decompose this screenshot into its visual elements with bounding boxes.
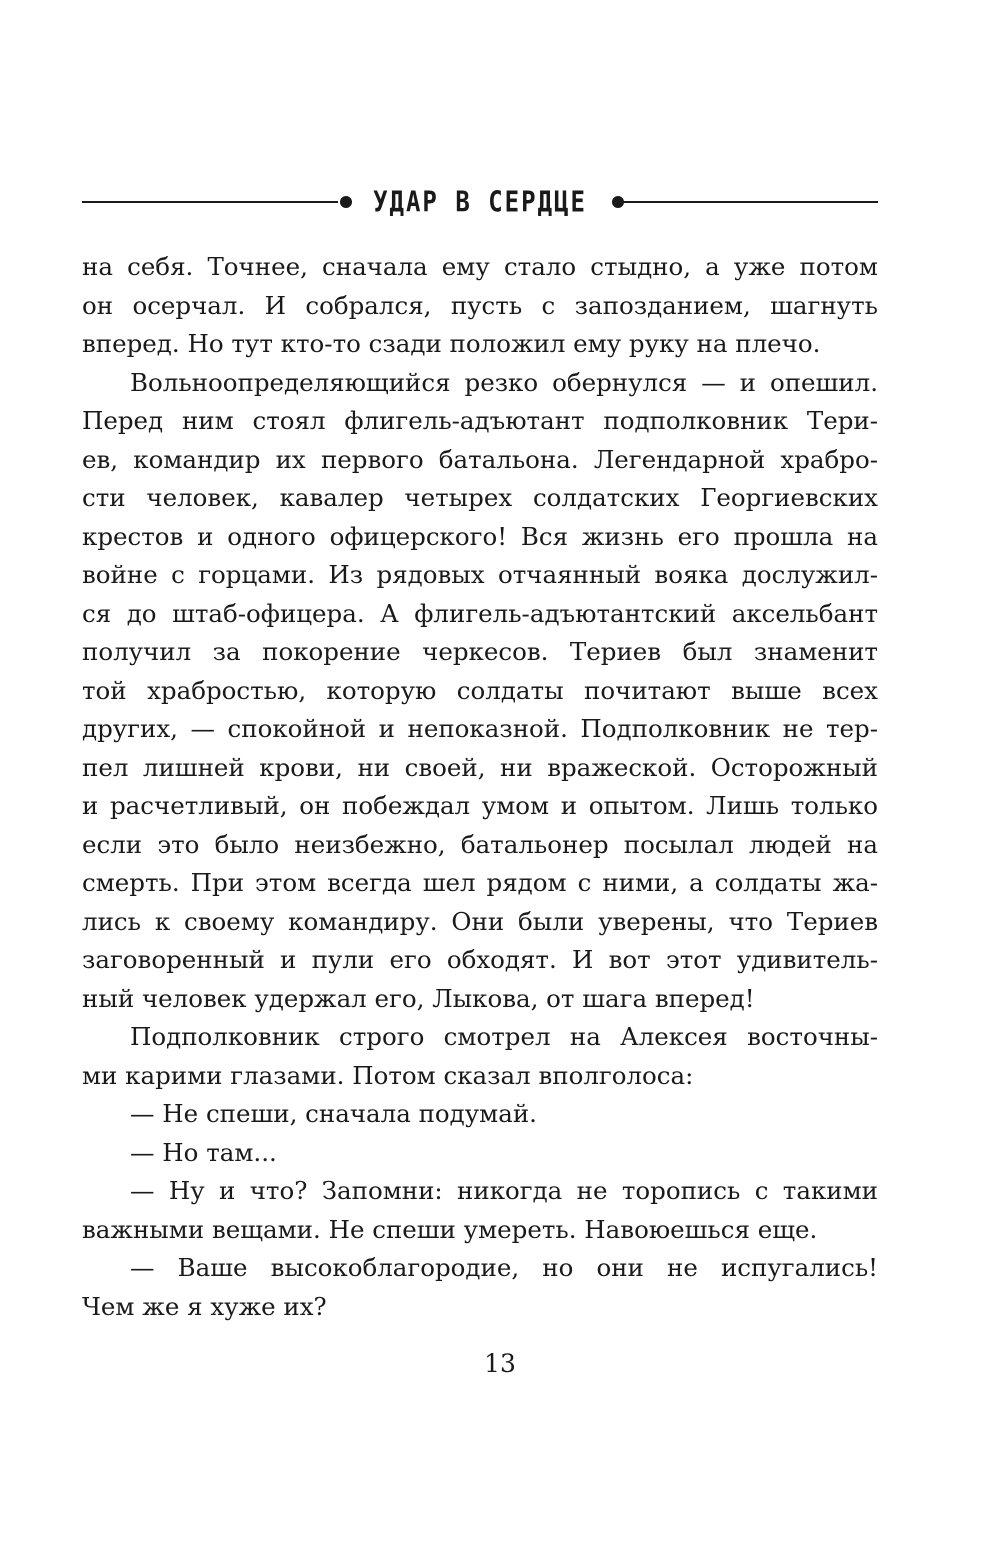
- text-line: Подполковник строго смотрел на Алексея восточны-: [130, 1022, 878, 1051]
- dialogue-line: — Ну и что? Запомни: никогда не торопись с такими: [130, 1176, 878, 1205]
- text-line: Перед ним стоял флигель-адъютант подполковник Тери-: [82, 406, 878, 435]
- text-line: заговоренный и пули его обходят. И вот этот удивитель-: [82, 945, 878, 974]
- text-line: ся до штаб-офицера. А флигель-адъютантский аксельбант: [82, 598, 878, 628]
- text-line: той храбростью, которую солдаты почитают выше всех: [82, 675, 878, 705]
- dialogue-line: — Не спеши, сначала подумай.: [130, 1099, 537, 1128]
- header-bullet-left: [340, 196, 352, 208]
- text-line: сти человек, кавалер четырех солдатских Георгиевских: [82, 483, 878, 512]
- body-text: [82, 248, 878, 1326]
- header-rule-right: [622, 201, 878, 203]
- text-line: пел лишней крови, ни своей, ни вражеской. Осторожный: [82, 752, 878, 782]
- page-number: 13: [484, 1349, 516, 1378]
- text-line: других, — спокойной и непоказной. Подполковник не тер-: [82, 714, 878, 743]
- text-line: вперед. Но тут кто-то сзади положил ему руку на плечо.: [82, 329, 821, 358]
- text-line: ми карими глазами. Потом сказал вполголоса:: [82, 1060, 694, 1090]
- text-line: крестов и одного офицерского! Вся жизнь его прошла на: [82, 521, 878, 551]
- text-line: Вольноопределяющийся резко обернулся — и опешил.: [130, 367, 878, 397]
- running-header: [82, 184, 878, 220]
- text-line: ев, командир их первого батальона. Легендарной храбро-: [82, 444, 878, 474]
- text-line: войне с горцами. Из рядовых отчаянный вояка дослужил-: [82, 560, 878, 589]
- running-title: УДАР В СЕРДЦЕ: [373, 185, 587, 219]
- text-line: на себя. Точнее, сначала ему стало стыдно, а уже потом: [82, 252, 878, 281]
- dialogue-line: — Ваше высокоблагородие, но они не испугались!: [130, 1253, 878, 1282]
- text-line: и расчетливый, он побеждал умом и опытом. Лишь только: [82, 791, 878, 820]
- text-line: Чем же я хуже их?: [82, 1291, 327, 1321]
- dialogue-line: — Но там...: [130, 1137, 277, 1167]
- text-line: ный человек удержал его, Лыкова, от шага вперед!: [82, 983, 755, 1013]
- text-line: важными вещами. Не спеши умереть. Навоюешься еще.: [82, 1214, 818, 1244]
- text-line: получил за покорение черкесов. Териев был знаменит: [82, 637, 878, 666]
- text-line: если это было неизбежно, батальонер посылал людей на: [82, 829, 878, 859]
- text-line: смерть. При этом всегда шел рядом с ними, а солдаты жа-: [82, 868, 878, 897]
- text-line: он осерчал. И собрался, пусть с запозданием, шагнуть: [82, 290, 878, 320]
- header-rule-left: [82, 201, 338, 203]
- text-line: лись к своему командиру. Они были уверены, что Териев: [82, 906, 878, 936]
